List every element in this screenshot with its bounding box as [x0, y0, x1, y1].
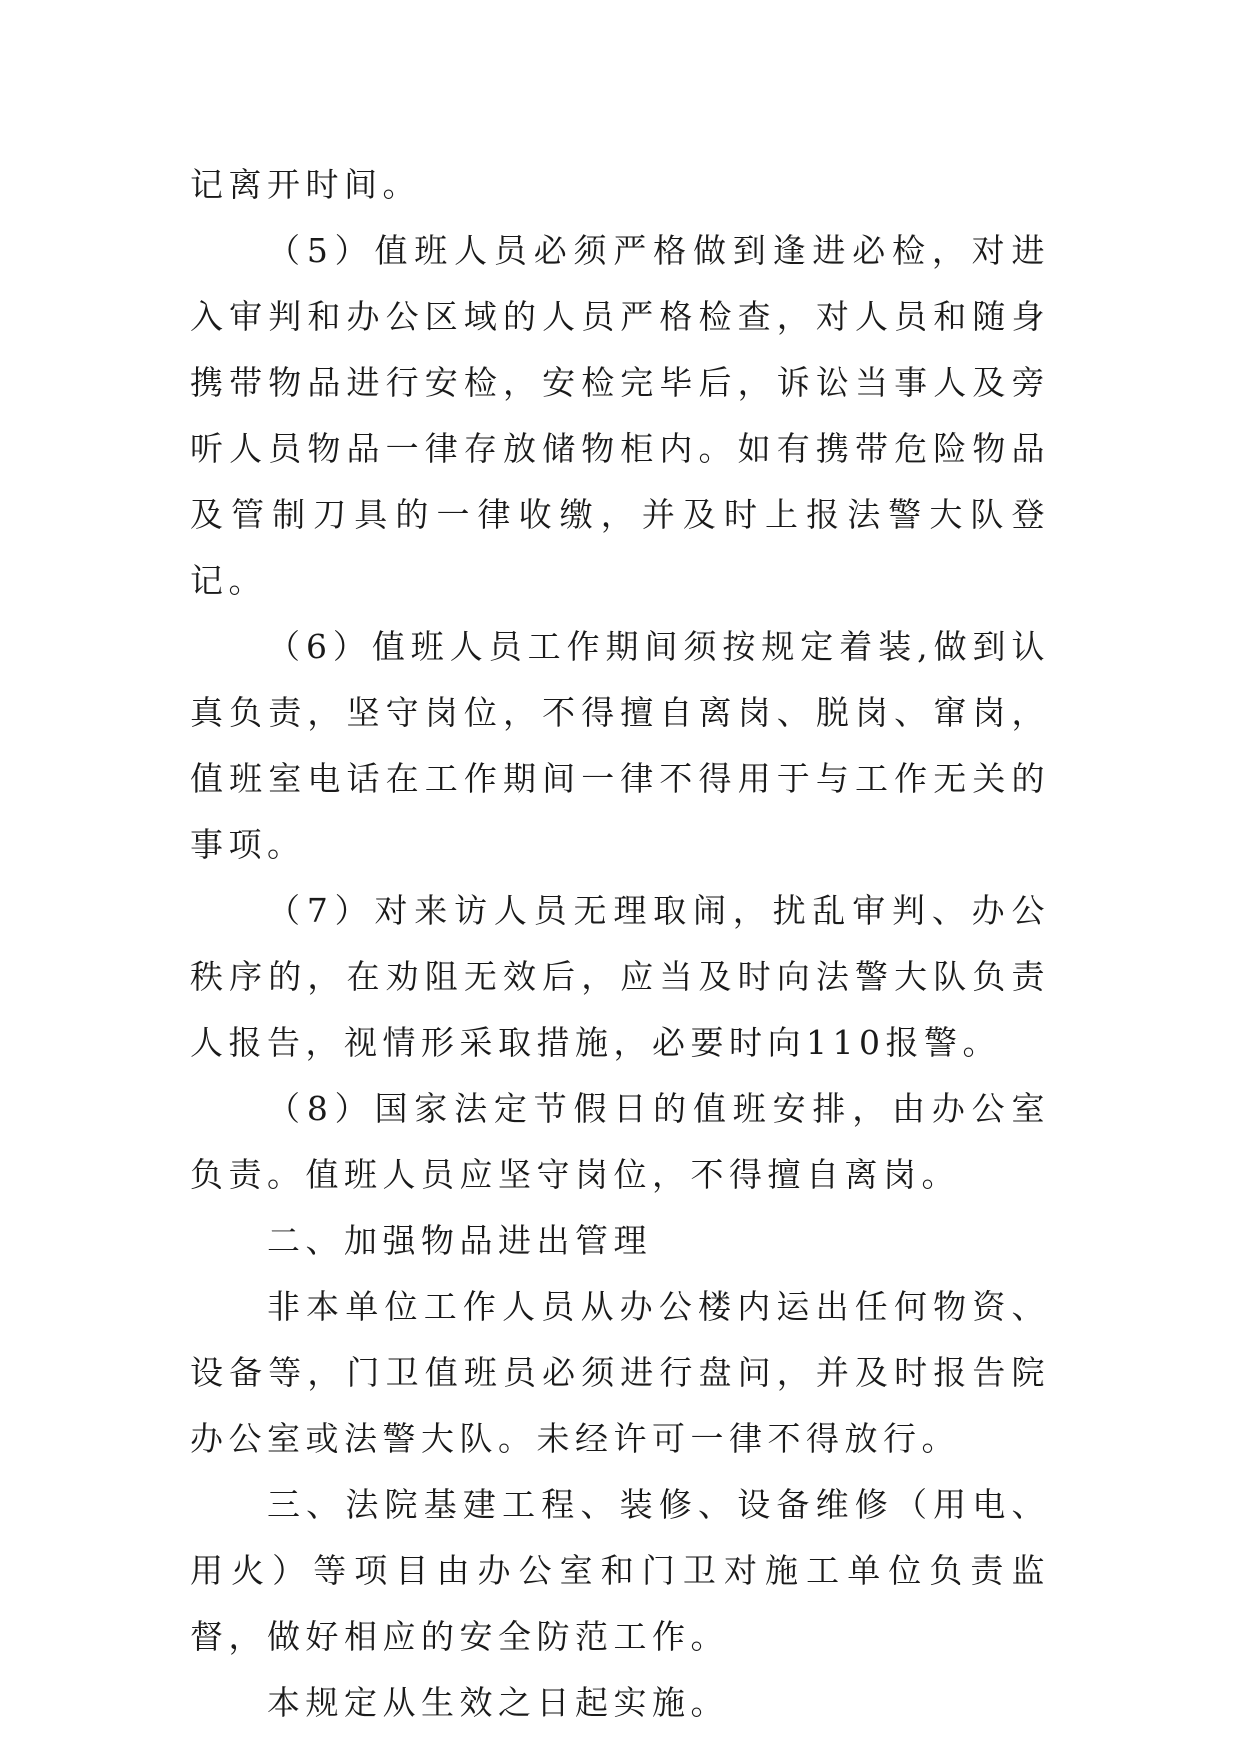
- section-heading-2: 二、加强物品进出管理: [267, 1221, 652, 1260]
- paragraph-item-7: （7）对来访人员无理取闹，扰乱审判、办公秩序的，在劝阻无效后，应当及时向法警大队负责人报告，视情形采取措施，必要时向110报警。: [190, 891, 1050, 1062]
- paragraph-item-6: （6）值班人员工作期间须按规定着装,做到认真负责，坚守岗位，不得擅自离岗、脱岗、窜岗，值班室电话在工作期间一律不得用于与工作无关的事项。: [190, 627, 1050, 864]
- paragraph-item-8: （8）国家法定节假日的值班安排，由办公室负责。值班人员应坚守岗位，不得擅自离岗。: [190, 1089, 1050, 1194]
- section-3-paragraph: 三、法院基建工程、装修、设备维修（用电、用火）等项目由办公室和门卫对施工单位负责监督，做好相应的安全防范工作。: [190, 1485, 1050, 1656]
- paragraph-goods-management: 非本单位工作人员从办公楼内运出任何物资、设备等，门卫值班员必须进行盘问，并及时报告院办公室或法警大队。未经许可一律不得放行。: [190, 1287, 1050, 1458]
- document-body: [190, 152, 1050, 1736]
- paragraph-item-5: （5）值班人员必须严格做到逢进必检，对进入审判和办公区域的人员严格检查，对人员和随身携带物品进行安检，安检完毕后，诉讼当事人及旁听人员物品一律存放储物柜内。如有携带危险物品及管制刀具的一律收缴，并及时上报法警大队登记。: [190, 231, 1050, 600]
- paragraph-continuation: 记离开时间。: [190, 165, 421, 204]
- effective-date-paragraph: 本规定从生效之日起实施。: [267, 1683, 729, 1722]
